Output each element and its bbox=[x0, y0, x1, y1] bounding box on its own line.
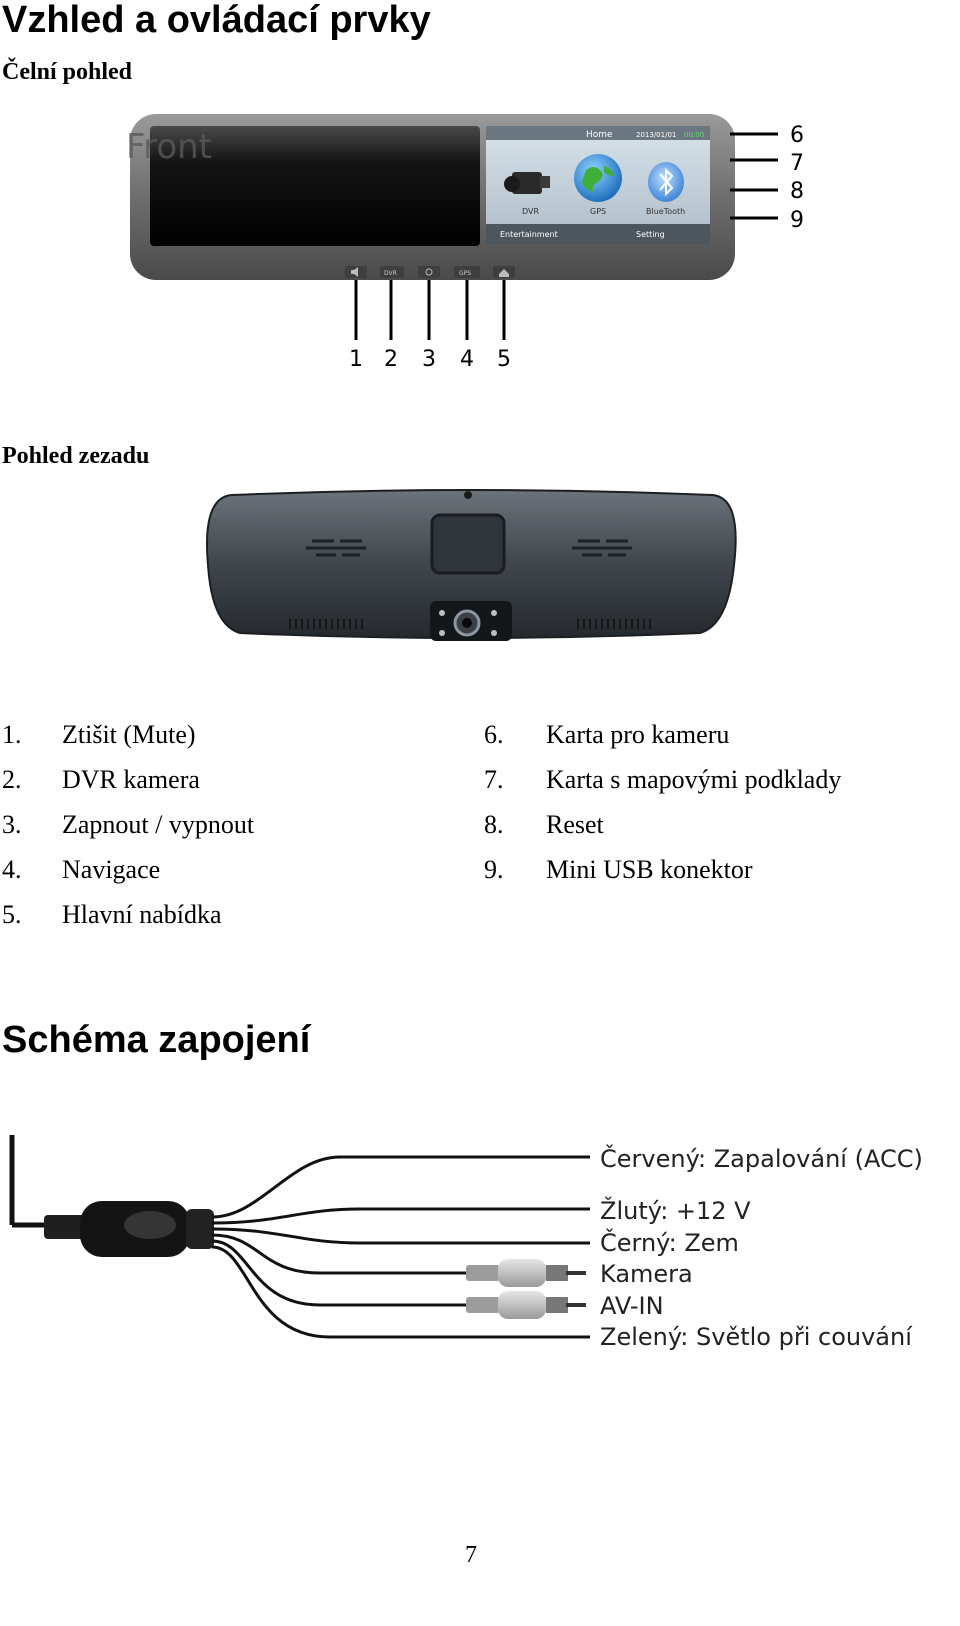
legend-num-2: 2. bbox=[2, 765, 22, 794]
front-view-figure bbox=[0, 100, 960, 390]
bluetooth-icon bbox=[648, 162, 684, 202]
legend-num-5: 5. bbox=[2, 900, 22, 929]
harness-highlight bbox=[124, 1211, 176, 1239]
lens-center bbox=[462, 618, 472, 628]
legend-num-6: 6. bbox=[484, 720, 504, 749]
callout-9: 9 bbox=[790, 208, 804, 233]
dvr-button-label: DVR bbox=[384, 270, 397, 277]
home-button[interactable] bbox=[493, 266, 515, 278]
legend-num-7: 7. bbox=[484, 765, 504, 794]
harness-end bbox=[186, 1209, 214, 1249]
legend-num-3: 3. bbox=[2, 810, 22, 839]
lcd-icon-label-bluetooth: BlueTooth bbox=[646, 207, 686, 216]
page-number: 7 bbox=[465, 1542, 477, 1568]
front-label: Front bbox=[126, 127, 212, 167]
legend-text-9: Mini USB konektor bbox=[546, 855, 753, 884]
wire-label-black: Černý: Zem bbox=[600, 1229, 739, 1257]
wire-label-green: Zelený: Světlo při couvání bbox=[600, 1323, 912, 1351]
rca-plug-camera bbox=[466, 1259, 586, 1287]
legend-text-7: Karta s mapovými podklady bbox=[546, 765, 842, 794]
callout-1: 1 bbox=[349, 347, 363, 372]
lcd-icon-label-dvr: DVR bbox=[522, 207, 540, 216]
lcd-header-time: 00:00 bbox=[684, 131, 705, 139]
legend-text-5: Hlavní nabídka bbox=[62, 900, 222, 929]
lcd-header-date: 2013/01/01 bbox=[636, 131, 677, 139]
gps-button[interactable] bbox=[454, 266, 480, 278]
power-button[interactable] bbox=[418, 266, 440, 278]
mount-hole bbox=[464, 491, 472, 499]
wire-label-camera: Kamera bbox=[600, 1260, 693, 1288]
wire-label-yellow: Žlutý: +12 V bbox=[600, 1197, 751, 1225]
callout-5: 5 bbox=[497, 347, 511, 372]
legend-num-9: 9. bbox=[484, 855, 504, 884]
harness-collar bbox=[44, 1215, 86, 1239]
wire-label-red: Červený: Zapalování (ACC) bbox=[600, 1145, 923, 1173]
wiring-figure bbox=[0, 1125, 960, 1365]
rca-plug-av-in bbox=[466, 1291, 586, 1319]
wire-yellow bbox=[212, 1209, 590, 1223]
mute-button[interactable] bbox=[345, 266, 367, 278]
wire-black bbox=[212, 1229, 590, 1243]
lcd-header-title: Home bbox=[586, 130, 613, 140]
wiring-heading: Schéma zapojení bbox=[2, 1019, 311, 1061]
side-callout-lines bbox=[730, 134, 778, 218]
legend-num-8: 8. bbox=[484, 810, 504, 839]
page-heading: Vzhled a ovládací prvky bbox=[2, 0, 431, 41]
callout-3: 3 bbox=[422, 347, 436, 372]
rear-view-figure bbox=[0, 485, 960, 660]
bottom-callout-lines bbox=[356, 280, 504, 340]
callout-7: 7 bbox=[790, 151, 804, 176]
legend-text-2: DVR kamera bbox=[62, 765, 200, 794]
gps-button-label: GPS bbox=[459, 270, 472, 277]
front-view-title: Čelní pohled bbox=[2, 59, 133, 85]
dvr-button[interactable] bbox=[380, 266, 404, 278]
legend-text-6: Karta pro kameru bbox=[546, 720, 730, 749]
rear-view-title: Pohled zezadu bbox=[2, 443, 150, 469]
lcd-footer-right: Setting bbox=[636, 230, 665, 239]
mount-plate bbox=[432, 515, 504, 573]
legend-text-1: Ztišit (Mute) bbox=[62, 720, 196, 749]
lcd-footer-left: Entertainment bbox=[500, 230, 558, 239]
callout-2: 2 bbox=[384, 347, 398, 372]
legend-num-4: 4. bbox=[2, 855, 22, 884]
legend-text-8: Reset bbox=[546, 810, 604, 839]
wire-label-av-in: AV-IN bbox=[600, 1292, 664, 1320]
callout-6: 6 bbox=[790, 123, 804, 148]
legend-num-1: 1. bbox=[2, 720, 22, 749]
callout-8: 8 bbox=[790, 179, 804, 204]
legend-text-3: Zapnout / vypnout bbox=[62, 810, 255, 839]
callout-4: 4 bbox=[460, 347, 474, 372]
globe-icon bbox=[574, 154, 622, 202]
legend-text-4: Navigace bbox=[62, 855, 161, 884]
lcd-icon-label-gps: GPS bbox=[590, 207, 607, 216]
